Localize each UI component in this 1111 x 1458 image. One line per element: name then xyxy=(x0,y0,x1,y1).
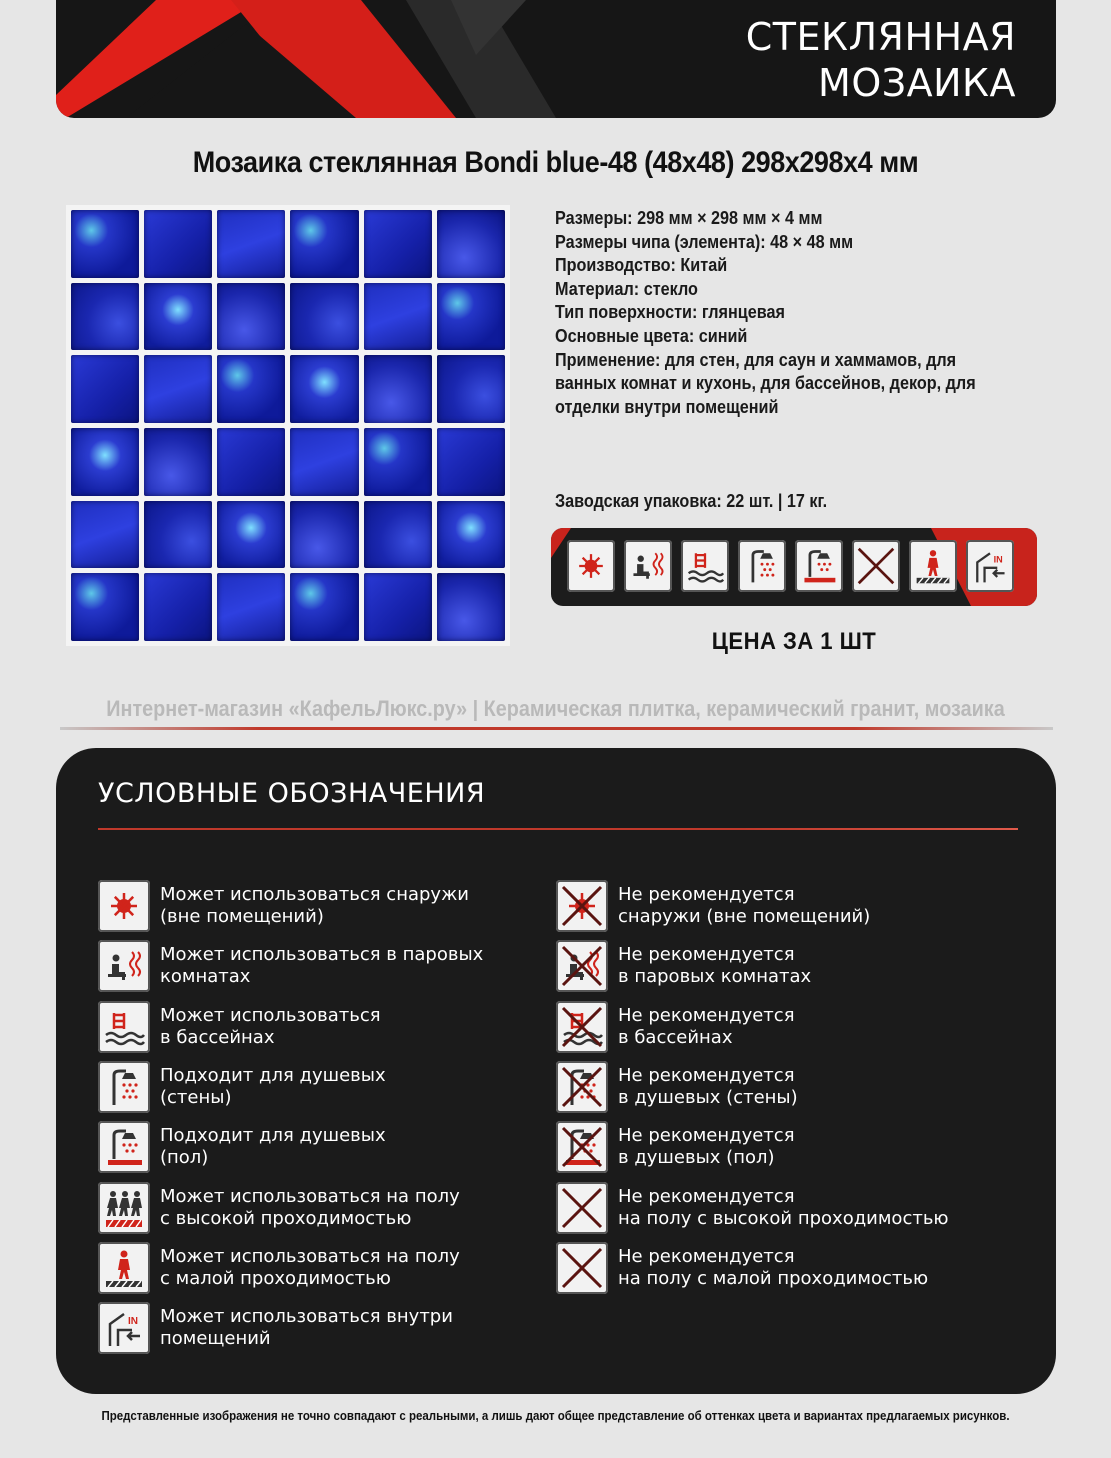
legend-item-text xyxy=(618,1125,795,1169)
legend-item-line2: с высокой проходимостью xyxy=(160,1207,412,1229)
legend-item-left xyxy=(98,1182,460,1234)
legend-item-line1: Не рекомендуется xyxy=(618,1125,795,1147)
legend-item-line2: (вне помещений) xyxy=(160,906,324,927)
mosaic-tile xyxy=(144,210,212,278)
mosaic-image xyxy=(66,205,510,646)
legend-item-text xyxy=(160,1306,453,1350)
legend-item-right xyxy=(556,880,870,932)
mosaic-tile xyxy=(437,283,505,351)
legend-item-text xyxy=(160,944,483,988)
mosaic-tile xyxy=(364,210,432,278)
legend-title: УСЛОВНЫЕ ОБОЗНАЧЕНИЯ xyxy=(98,778,486,809)
legend-item-right xyxy=(556,1001,795,1053)
legend-item-line1: Не рекомендуется xyxy=(618,1004,795,1026)
legend-item-text xyxy=(160,1005,381,1049)
legend-item-line1: Не рекомендуется xyxy=(618,1245,795,1267)
mosaic-tile xyxy=(217,501,285,569)
shower-floor-icon xyxy=(98,1121,150,1173)
spec-material: Материал: стекло xyxy=(555,278,698,299)
legend-item-line2: в бассейнах xyxy=(160,1026,275,1048)
mosaic-tile xyxy=(364,428,432,496)
mosaic-tile xyxy=(437,210,505,278)
usage-icon-row xyxy=(567,540,1014,592)
legend-item-line1: Может использоваться в паровых xyxy=(160,944,484,966)
shower-wall-icon xyxy=(738,540,786,592)
mosaic-tile xyxy=(144,428,212,496)
legend-item-line1: Может использоваться на полу xyxy=(160,1185,460,1207)
packing-info: Заводская упаковка: 22 шт. | 17 кг. xyxy=(555,491,828,511)
mosaic-tile xyxy=(217,355,285,423)
mosaic-tile xyxy=(144,355,212,423)
shower-floor-crossed-icon xyxy=(556,1121,608,1173)
mosaic-tile xyxy=(71,501,139,569)
mosaic-tile xyxy=(71,355,139,423)
legend-item-text xyxy=(160,884,469,928)
legend-item-left xyxy=(98,1001,381,1053)
low-traffic-floor-icon xyxy=(909,540,957,592)
banner-title-line1: СТЕКЛЯННАЯ xyxy=(745,15,1016,59)
legend-panel xyxy=(56,748,1056,1394)
indoor-icon xyxy=(98,1302,150,1354)
banner-title xyxy=(746,14,1016,106)
high-traffic-crossed-icon xyxy=(556,1182,608,1234)
legend-item-line2: (пол) xyxy=(160,1147,209,1169)
steam-room-icon xyxy=(98,940,150,992)
product-title: Мозаика стеклянная Bondi blue-48 (48x48) 298x298x4 мм xyxy=(192,146,919,179)
legend-item-text xyxy=(160,1065,386,1109)
mosaic-tile xyxy=(217,283,285,351)
pool-icon xyxy=(681,540,729,592)
mosaic-tile xyxy=(290,573,358,641)
svg-text:IN: IN xyxy=(993,554,1003,565)
sun-icon xyxy=(98,880,150,932)
shop-divider xyxy=(60,727,1053,730)
legend-item-left xyxy=(98,880,469,932)
mosaic-tile xyxy=(290,283,358,351)
sun-crossed-icon xyxy=(556,880,608,932)
pool-crossed-icon xyxy=(556,1001,608,1053)
mosaic-tile xyxy=(437,428,505,496)
legend-item-right xyxy=(556,1182,949,1234)
high-traffic-crossed-icon xyxy=(852,540,900,592)
shower-wall-crossed-icon xyxy=(556,1061,608,1113)
legend-item-text xyxy=(618,1065,798,1109)
mosaic-tile xyxy=(71,283,139,351)
legend-item-text xyxy=(160,1186,460,1230)
steam-room-icon xyxy=(624,540,672,592)
spec-surface: Тип поверхности: глянцевая xyxy=(555,302,785,323)
legend-item-text xyxy=(618,1186,949,1230)
mosaic-tile xyxy=(364,573,432,641)
mosaic-tile xyxy=(437,501,505,569)
spec-color: Основные цвета: синий xyxy=(555,325,748,346)
legend-item-text xyxy=(618,1005,795,1049)
spec-size: Размеры: 298 мм × 298 мм × 4 мм xyxy=(555,208,823,228)
shower-wall-icon xyxy=(98,1061,150,1113)
shower-floor-icon xyxy=(795,540,843,592)
legend-item-text xyxy=(160,1246,460,1290)
legend-item-left xyxy=(98,1242,460,1294)
mosaic-tile xyxy=(290,501,358,569)
legend-item-right xyxy=(556,1121,795,1173)
legend-item-line2: в паровых комнатах xyxy=(618,966,812,988)
mosaic-tile xyxy=(144,573,212,641)
mosaic-tile xyxy=(364,283,432,351)
legend-item-text xyxy=(618,884,870,928)
high-traffic-floor-icon xyxy=(98,1182,150,1234)
mosaic-tile xyxy=(290,428,358,496)
mosaic-tile xyxy=(144,283,212,351)
header-banner xyxy=(56,0,1056,118)
legend-item-line1: Не рекомендуется xyxy=(618,884,795,905)
pool-icon xyxy=(98,1001,150,1053)
legend-item-line1: Может использоваться снаружи xyxy=(160,884,469,905)
spec-origin: Производство: Китай xyxy=(555,255,728,276)
legend-item-line2: комнатах xyxy=(160,966,251,988)
legend-item-left xyxy=(98,1121,386,1173)
legend-item-line1: Не рекомендуется xyxy=(618,1185,795,1207)
mosaic-tile xyxy=(71,428,139,496)
legend-item-line2: в бассейнах xyxy=(618,1026,733,1048)
legend-item-line2: помещений xyxy=(160,1328,271,1350)
product-specs xyxy=(555,207,987,419)
mosaic-tile xyxy=(217,573,285,641)
legend-item-line2: на полу с малой проходимостью xyxy=(618,1267,929,1289)
legend-item-line1: Подходит для душевых xyxy=(160,1064,386,1086)
legend-item-line2: с малой проходимостью xyxy=(160,1267,391,1289)
mosaic-tile xyxy=(71,210,139,278)
spec-chip-size: Размеры чипа (элемента): 48 × 48 мм xyxy=(555,231,854,252)
mosaic-tile xyxy=(364,355,432,423)
legend-item-line2: в душевых (стены) xyxy=(618,1086,798,1108)
mosaic-tile xyxy=(437,355,505,423)
legend-item-line2: в душевых (пол) xyxy=(618,1147,775,1169)
legend-item-line1: Может использоваться xyxy=(160,1004,381,1026)
legend-item-left xyxy=(98,1061,386,1113)
legend-item-line2: (стены) xyxy=(160,1086,232,1108)
legend-item-line1: Может использоваться внутри xyxy=(160,1306,453,1328)
legend-item-right xyxy=(556,1061,798,1113)
legend-item-line1: Не рекомендуется xyxy=(618,1064,795,1086)
legend-item-text xyxy=(618,944,811,988)
legend-item-line1: Подходит для душевых xyxy=(160,1125,386,1147)
low-traffic-crossed-icon xyxy=(556,1242,608,1294)
mosaic-tile xyxy=(437,573,505,641)
legend-item-right xyxy=(556,1242,928,1294)
legend-item-line1: Не рекомендуется xyxy=(618,944,795,966)
mosaic-tile xyxy=(290,355,358,423)
svg-text:IN: IN xyxy=(128,1316,138,1328)
mosaic-tile xyxy=(144,501,212,569)
legend-item-text xyxy=(618,1246,928,1290)
legend-item-right xyxy=(556,940,811,992)
shop-tagline: Интернет-магазин «КафельЛюкс.ру» | Керамическая плитка, керамический гранит, мозаика xyxy=(106,696,1005,721)
steam-room-crossed-icon xyxy=(556,940,608,992)
usage-icon-bar xyxy=(551,528,1037,606)
disclaimer: Представленные изображения не точно совпадают с реальными, а лишь дают общее представление об оттенках цвета и вариантах предлагаемых рисунков. xyxy=(101,1409,1010,1423)
low-traffic-floor-icon xyxy=(98,1242,150,1294)
legend-item-left xyxy=(98,1302,453,1354)
legend-item-line2: на полу с высокой проходимостью xyxy=(618,1207,949,1229)
mosaic-tile xyxy=(71,573,139,641)
indoor-icon xyxy=(966,540,1014,592)
legend-divider xyxy=(98,828,1018,830)
mosaic-tile xyxy=(217,428,285,496)
mosaic-tile xyxy=(217,210,285,278)
spec-application: Применение: для стен, для саун и хаммамов, для ванных комнат и кухонь, для бассейнов, декор, для отделки внутри помещений xyxy=(555,349,976,417)
mosaic-tile xyxy=(290,210,358,278)
banner-title-line2: МОЗАИКА xyxy=(818,61,1016,105)
legend-item-line1: Может использоваться на полу xyxy=(160,1245,460,1267)
legend-item-left xyxy=(98,940,483,992)
legend-item-line2: снаружи (вне помещений) xyxy=(618,906,871,927)
legend-item-text xyxy=(160,1125,386,1169)
sun-icon xyxy=(567,540,615,592)
mosaic-tile xyxy=(364,501,432,569)
price-label: ЦЕНА ЗА 1 ШТ xyxy=(711,628,877,655)
